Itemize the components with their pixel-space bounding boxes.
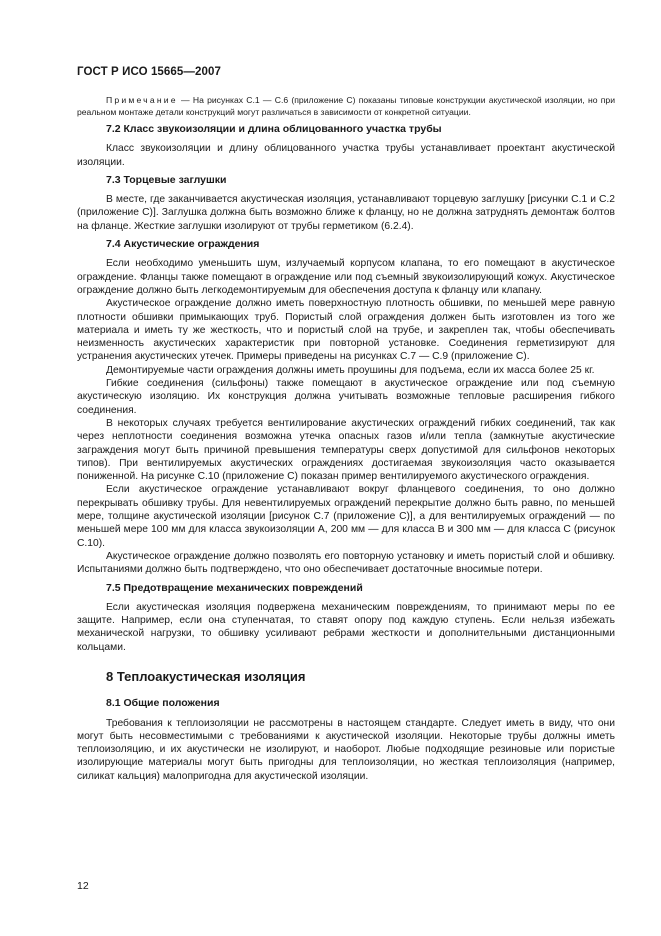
paragraph: В некоторых случаях требуется вентилирование акустических ограждений гибких соединений, так как через неплотности соединения возможна утечка опасных газов и/или тепла (замкнутые акустические заграждения могут быть причиной превышения температуры сверх допустимой для сильфонов некоторых типов). При вентилируемых акустических ограждениях достигаемая звукоизоляция часто оказывается пониженной. На рисунке С.10 (приложение С) показан пример вентилируемого акустического ограждения. (77, 417, 615, 483)
note-text: — На рисунках С.1 — С.6 (приложение С) показаны типовые конструкции акустической изоляции, но при реальном монтаже детали конструкций могут различаться в зависимости от конкретной ситуации. (77, 95, 615, 117)
note-paragraph (77, 94, 615, 118)
paragraph: В месте, где заканчивается акустическая изоляция, устанавливают торцевую заглушку [рисунки С.1 и С.2 (приложение С)]. Заглушка должна быть возможно ближе к фланцу, но не должна затруднять демонтаж болтов на фланце. Жесткие заглушки изолируют от трубы герметиком (6.2.4). (77, 194, 615, 232)
section-7-3-title: 7.3 Торцевые заглушки (106, 173, 227, 186)
note-label: Примечание (106, 95, 178, 105)
section-8-title: 8 Теплоакустическая изоляция (106, 668, 306, 684)
paragraph: Если акустическая изоляция подвержена механическим повреждениям, то принимают меры по ее защите. Например, если она ступенчатая, то ставят опору под каждую ступень. Если нельзя избежать механической нагрузки, то обшивку усиливают ребрами жесткости и дополнительными дистанционными кольцами. (77, 601, 615, 653)
paragraph: Требования к теплоизоляции не рассмотрены в настоящем стандарте. Следует иметь в виду, что они могут быть несовместимыми с требованиями к акустической изоляции. Некоторые трубы должны иметь теплоизоляцию, и их акустически не изолируют, и наоборот. Любые подходящие резиновые или пористые изолирующие материалы могут быть пригодны для теплоизоляции, но жесткая теплоизоляция (например, силикат кальция) малопригодна для акустической изоляции. (77, 717, 615, 782)
section-7-5-title: 7.5 Предотвращение механических повреждений (106, 581, 363, 594)
page-number: 12 (77, 880, 89, 892)
document-header: ГОСТ Р ИСО 15665—2007 (77, 66, 222, 78)
section-7-2-title: 7.2 Класс звукоизоляции и длина облицованного участка трубы (106, 123, 442, 135)
paragraph: Акустическое ограждение должно иметь поверхностную плотность обшивки, по меньшей мере равную плотности обшивки примыкающих труб. Пористый слой ограждения должен быть изготовлен из того же материала и иметь ту же жесткость, что и пористый слой на трубе, и закреплен так, чтобы обеспечивать неизменность акустических характеристик при повторной установке. Соединения герметизируют для устранения акустических утечек. Примеры приведены на рисунках С.7 — С.9 (приложение С). (77, 298, 615, 363)
paragraph: Демонтируемые части ограждения должны иметь проушины для подъема, если их масса более 25 кг. (106, 364, 595, 376)
page-content (77, 94, 615, 783)
paragraph: Класс звукоизоляции и длину облицованного участка трубы устанавливает проектант акустической изоляции. (77, 143, 615, 168)
paragraph: Если акустическое ограждение устанавливают вокруг фланцевого соединения, то оно должно перекрывать обшивку трубы. Для невентилируемых ограждений перекрытие должно быть равно, по меньшей мере, толщине акустической изоляции [рисунок С.7 (приложение С)], а для вентилируемых ограждений — по меньшей мере 100 мм для класса звукоизоляции А, 200 мм — для класса В и 300 мм — для класса С (рисунок С.10). (77, 484, 615, 549)
section-7-4-title: 7.4 Акустические ограждения (106, 238, 260, 251)
paragraph: Акустическое ограждение должно позволять его повторную установку и иметь пористый слой и обшивку. Испытаниями должно быть подтверждено, что оно обеспечивает достаточные вносимые потери. (77, 550, 615, 576)
paragraph: Гибкие соединения (сильфоны) также помещают в акустическое ограждение или под съемную акустическую изоляцию. Их конструкция должна учитывать возможные тепловые расширения гибкого соединения. (77, 378, 615, 416)
paragraph: Если необходимо уменьшить шум, излучаемый корпусом клапана, то его помещают в акустическое ограждение. Фланцы также помещают в ограждение или под съемный звукоизолирующий кожух. Акустическое ограждение должно быть легкодемонтируемым для обеспечения доступа к фланцу или клапану. (77, 258, 615, 296)
section-8-1-title: 8.1 Общие положения (106, 697, 220, 710)
